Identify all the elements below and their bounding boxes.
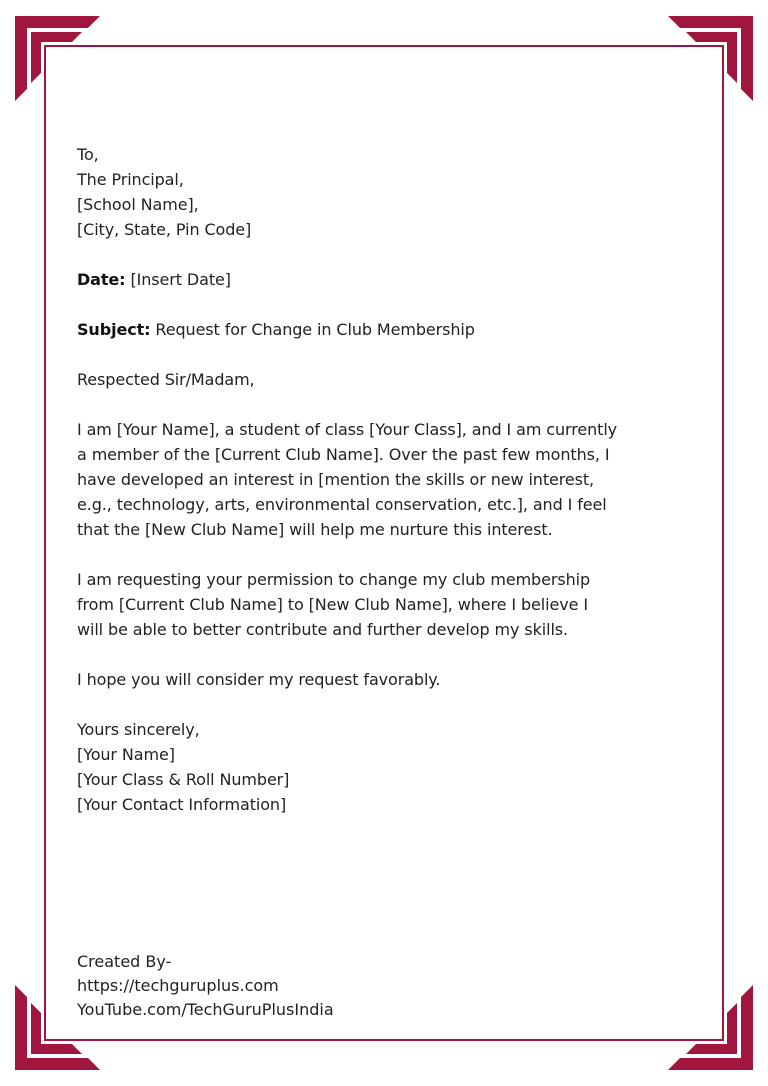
address-line: To, [77, 145, 99, 164]
subject-value: Request for Change in Club Membership [150, 320, 475, 339]
paragraph-line: that the [New Club Name] will help me nurture this interest. [77, 520, 553, 539]
address-line: [City, State, Pin Code] [77, 220, 252, 239]
date-label: Date: [77, 270, 126, 289]
letter-body [77, 142, 697, 817]
closing-line: Yours sincerely, [77, 720, 200, 739]
date-line [77, 267, 697, 292]
corner-ornament-top-right [668, 16, 753, 101]
paragraph-line: e.g., technology, arts, environmental conservation, etc.], and I feel [77, 495, 607, 514]
corner-ornament-bottom-right [668, 985, 753, 1070]
paragraph-line: will be able to better contribute and further develop my skills. [77, 620, 569, 639]
subject-label: Subject: [77, 320, 151, 339]
closing-line: [Your Name] [77, 745, 175, 764]
recipient-address [77, 142, 697, 242]
paragraph-line: have developed an interest in [mention the skills or new interest, [77, 470, 595, 489]
youtube-link[interactable]: YouTube.com/TechGuruPlusIndia [77, 1000, 334, 1019]
paragraph-line: from [Current Club Name] to [New Club Name], where I believe I [77, 595, 588, 614]
corner-ornament-top-left [15, 16, 100, 101]
address-line: The Principal, [77, 170, 184, 189]
paragraph-line: I am [Your Name], a student of class [Your Class], and I am currently [77, 420, 618, 439]
closing-line: [Your Class & Roll Number] [77, 770, 290, 789]
paragraph-2 [77, 567, 697, 642]
subject-line [77, 317, 697, 342]
paragraph-line: a member of the [Current Club Name]. Over the past few months, I [77, 445, 610, 464]
closing-line: [Your Contact Information] [77, 795, 287, 814]
closing-block [77, 717, 697, 817]
created-by-label: Created By- [77, 952, 172, 971]
credits-footer [77, 950, 334, 1022]
website-link[interactable]: https://techguruplus.com [77, 976, 279, 995]
paragraph-3: I hope you will consider my request favorably. [77, 670, 441, 689]
paragraph-1 [77, 417, 697, 542]
address-line: [School Name], [77, 195, 199, 214]
date-value: [Insert Date] [125, 270, 231, 289]
paragraph-line: I am requesting your permission to change my club membership [77, 570, 591, 589]
salutation: Respected Sir/Madam, [77, 370, 255, 389]
